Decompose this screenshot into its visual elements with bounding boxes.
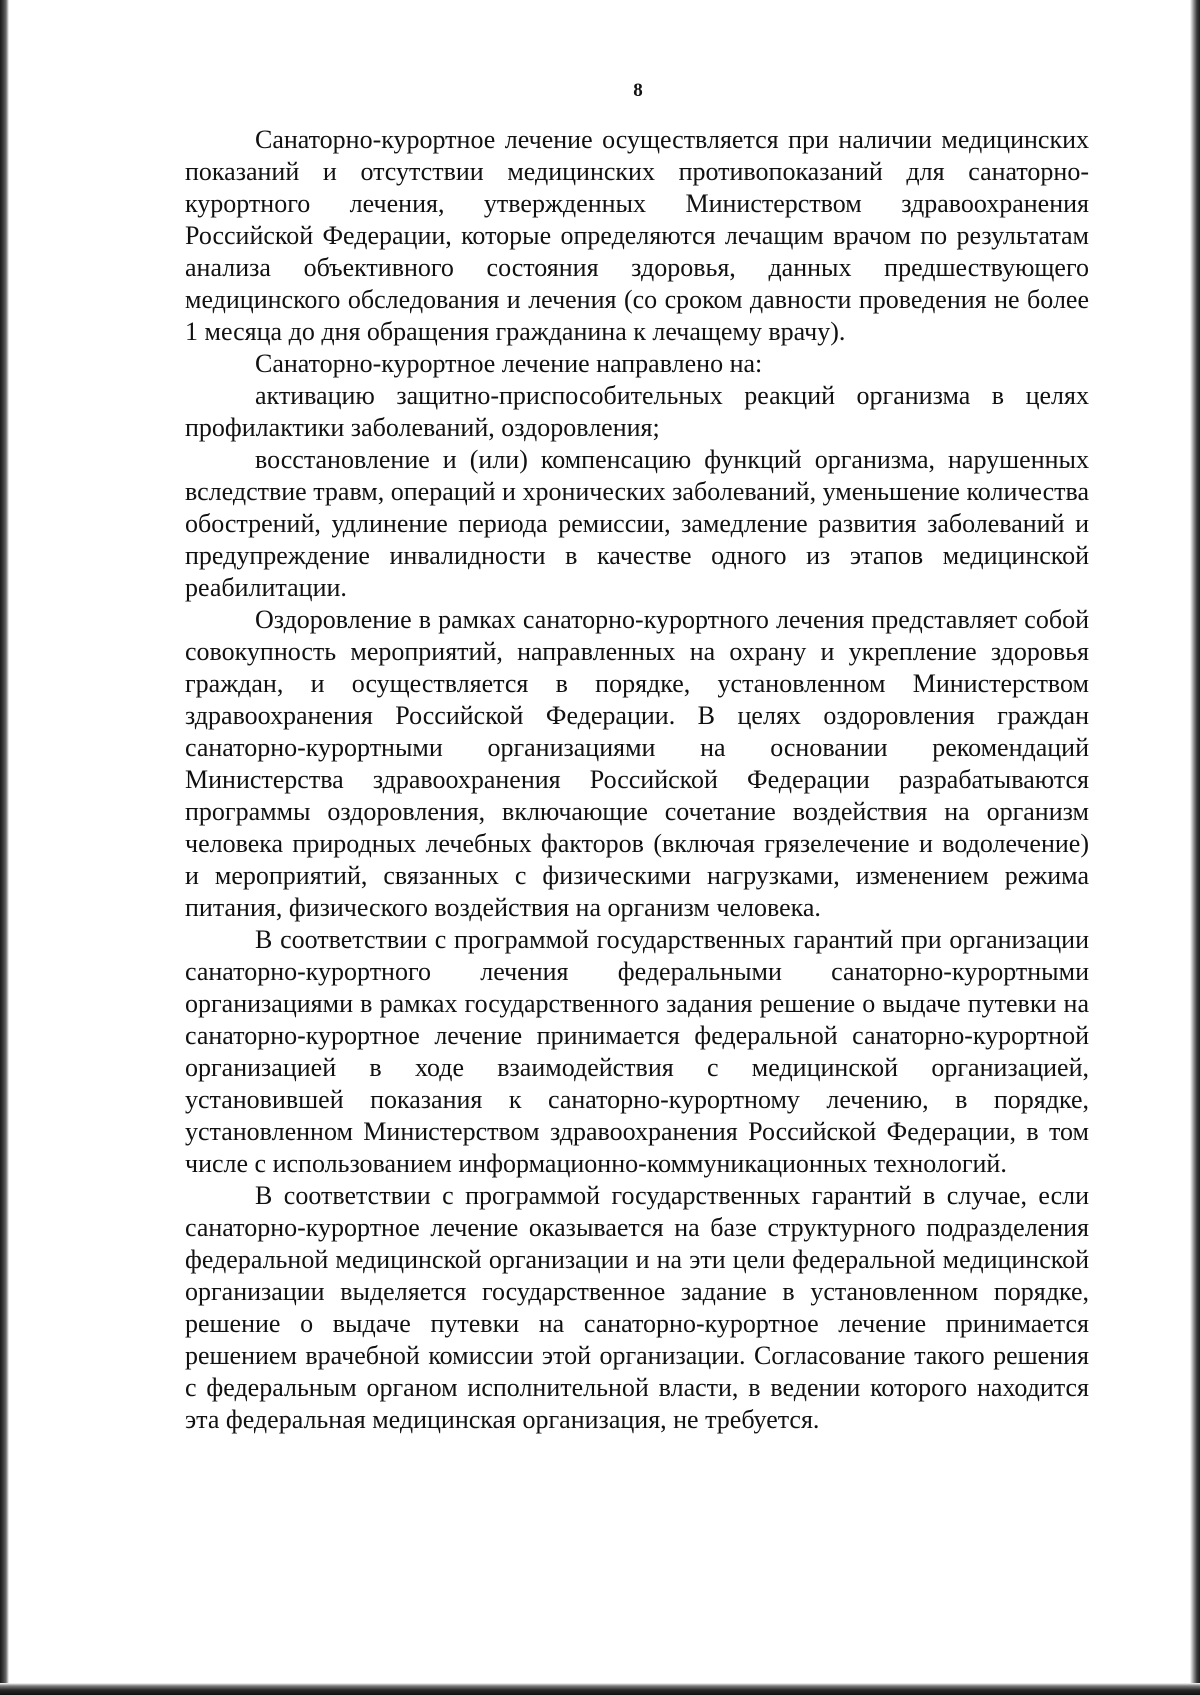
paragraph-medical-commission: В соответствии с программой государственных гарантий в случае, если санаторно-курортное лечение оказывается на базе структурного подразделения федеральной медицинской организации и на эти цели федеральной медицинской организации выделяется государственное задание в установленном порядке, решение о выдаче путевки на санаторно-курортное лечение принимается решением врачебной комиссии этой организации. Согласование такого решения с федеральным органом исполнительной власти, в ведении которого находится эта федеральная медицинская организация, не требуется. [185, 1181, 1089, 1434]
scan-right-edge [1190, 0, 1200, 1695]
paragraph-wellness-programs: Оздоровление в рамках санаторно-курортного лечения представляет собой совокупность мероприятий, направленных на охрану и укрепление здоровья граждан, и осуществляется в порядке, установленном Министерством здравоохранения Российской Федерации. В целях оздоровления граждан санаторно-курортными организациями на основании рекомендаций Министерства здравоохранения Российской Федерации разрабатываются программы оздоровления, включающие сочетание воздействия на организм человека природных лечебных факторов (включая грязелечение и водолечение) и мероприятий, связанных с физическими нагрузками, изменением режима питания, физического воздействия на организм человека. [185, 605, 1089, 922]
paragraph-aims-intro: Санаторно-курортное лечение направлено на: [255, 349, 763, 378]
paragraph-aim-activation: активацию защитно-приспособительных реакций организма в целях профилактики заболеваний, оздоровления; [185, 381, 1089, 442]
scan-left-edge [0, 0, 9, 1695]
paragraph-indications: Санаторно-курортное лечение осуществляется при наличии медицинских показаний и отсутствии медицинских противопоказаний для санаторно-курортного лечения, утвержденных Министерством здравоохранения Российской Федерации, которые определяются лечащим врачом по результатам анализа объективного состояния здоровья, данных предшествующего медицинского обследования и лечения (со сроком давности проведения не более 1 месяца до дня обращения гражданина к лечащему врачу). [185, 125, 1089, 346]
paragraph-federal-organizations: В соответствии с программой государственных гарантий при организации санаторно-курортного лечения федеральными санаторно-курортными организациями в рамках государственного задания решение о выдаче путевки на санаторно-курортное лечение принимается федеральной санаторно-курортной организацией в ходе взаимодействия с медицинской организацией, установившей показания к санаторно-курортному лечению, в порядке, установленном Министерством здравоохранения Российской Федерации, в том числе с использованием информационно-коммуникационных технологий. [185, 925, 1089, 1178]
page-number: 8 [633, 80, 643, 101]
document-body [185, 124, 1089, 1436]
scan-bottom-edge [0, 1683, 1200, 1695]
paragraph-aim-restoration: восстановление и (или) компенсацию функций организма, нарушенных вследствие травм, операций и хронических заболеваний, уменьшение количества обострений, удлинение периода ремиссии, замедление развития заболеваний и предупреждение инвалидности в качестве одного из этапов медицинской реабилитации. [185, 445, 1089, 602]
